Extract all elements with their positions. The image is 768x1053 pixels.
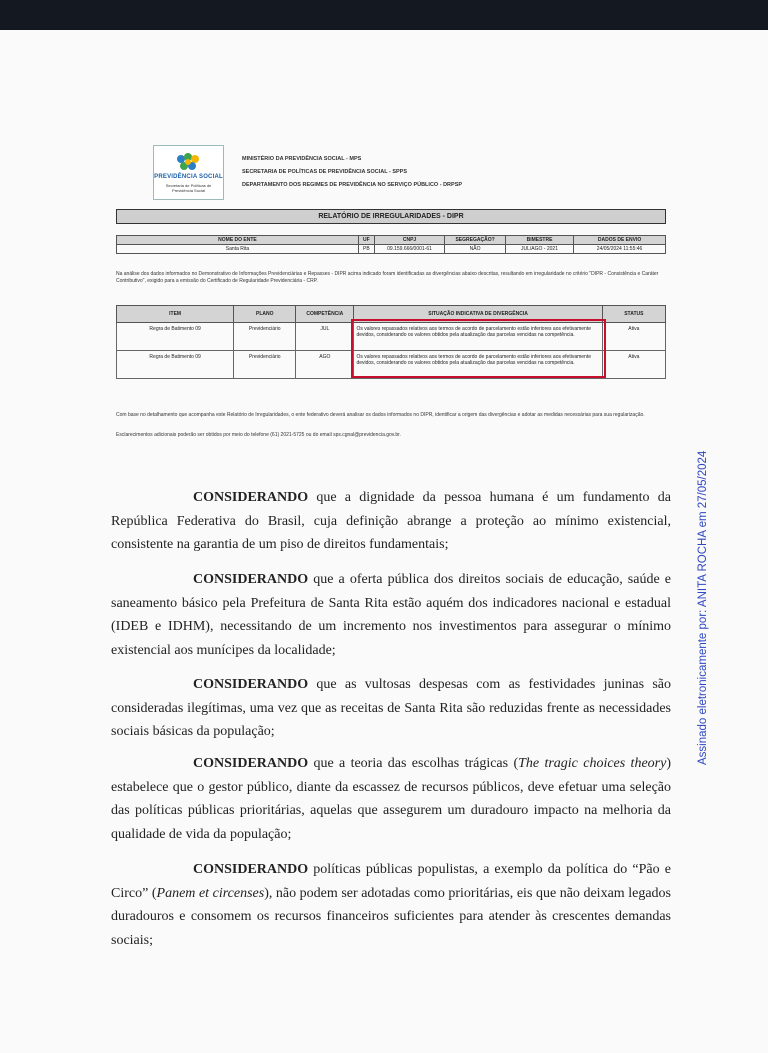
paragraph-italic: The tragic choices theory (518, 756, 667, 771)
ente-envio: 24/05/2024 11:55:46 (574, 245, 666, 254)
previdencia-logo (153, 145, 224, 200)
ente-header-bimestre: BIMESTRE (505, 236, 573, 245)
ente-segregacao: NÃO (445, 245, 506, 254)
irreg-item: Regra de Batimento 09 (117, 351, 234, 379)
paragraph-italic: Panem et circenses (156, 885, 265, 901)
irreg-situacao: Os valores repassados relativos aos termos de acordo de parcelamento estão inferiores aos efetivamente devidos, considerando os valores obtidos pela atualização das parcelas vencidas na competência. (354, 351, 602, 379)
irreg-item: Regra de Batimento 09 (117, 323, 234, 351)
ente-uf: PB (358, 245, 374, 254)
logo-mark-icon (171, 151, 205, 175)
paragraph-text: ) estabelece que o gestor público, diante da escassez de recursos públicos, deve efetuar uma seleção das políticas públicas prioritárias, aquelas que assegurem um duradouro impacto na melhoria da qualidade de vida da população; (111, 756, 671, 842)
highlight-box (351, 319, 606, 378)
paragraph-text: que a dignidade da pessoa humana é um fundamento da República Federativa do Brasil, cuja definição abrange a proteção ao mínimo existencial, consistente na garantia de um piso de direitos fundamentais; (111, 490, 671, 552)
ente-cnpj: 09.159.666/0001-61 (374, 245, 444, 254)
footer-note: Com base no detalhamento que acompanha este Relatório de Irregularidades, o ente federativo deverá analisar os dados informados no DIPR, identificar a origem das divergências e adotar as medidas necessárias para sua regularização. (116, 412, 645, 418)
contact-note: Esclarecimentos adicionais poderão ser obtidos por meio do telefone (61) 2021-5725 ou do email sps.cgnal@previdencia.gov.br. (116, 432, 401, 438)
irreg-status: Ativa (602, 323, 665, 351)
paragraph-text: que a oferta pública dos direitos sociais de educação, saúde e saneamento básico pela Prefeitura de Santa Rita estão aquém dos indicadores nacional e estadual (IDEB e IDHM), necessitando de um incremento nos investimentos para assegurar o mínimo existencial aos munícipes da localidade; (111, 572, 671, 658)
irreg-competencia: AGO (296, 351, 354, 379)
paragraph-2 (111, 568, 671, 662)
ente-header-uf: UF (358, 236, 374, 245)
ente-table (116, 235, 666, 254)
keyword: CONSIDERANDO (193, 572, 309, 587)
irreg-header-plano: PLANO (234, 306, 296, 323)
paragraph-4 (111, 752, 671, 846)
paragraph-text: que a teoria das escolhas trágicas ( (308, 756, 519, 771)
org-line-1: MINISTÉRIO DA PREVIDÊNCIA SOCIAL - MPS (242, 156, 362, 162)
irreg-status: Ativa (602, 351, 665, 379)
analysis-text: Na análise dos dados informados no Demonstrativo de Informações Previdenciárias e Repasses - DIPR acima indicado foram identificadas as divergências abaixo descritas, resultando em irregularidade no critério "DIPR - Consistência e Caráter Contributivo", exigido para a emissão do Certificado de Regularidade Previdenciária - CRP. (116, 271, 659, 284)
keyword: CONSIDERANDO (193, 862, 309, 877)
irreg-situacao: Os valores repassados relativos aos termos de acordo de parcelamento estão inferiores aos efetivamente devidos, considerando os valores obtidos pela atualização das parcelas vencidas na competência. (354, 323, 602, 351)
irreg-header-item: ITEM (117, 306, 234, 323)
irreg-header-competencia: COMPETÊNCIA (296, 306, 354, 323)
paragraph-5 (111, 858, 671, 952)
irreg-header-situacao: SITUAÇÃO INDICATIVA DE DIVERGÊNCIA (354, 306, 602, 323)
ente-header-envio: DADOS DE ENVIO (574, 236, 666, 245)
ente-header-nome: NOME DO ENTE (117, 236, 359, 245)
ente-header-cnpj: CNPJ (374, 236, 444, 245)
logo-title: PREVIDÊNCIA SOCIAL (154, 174, 223, 180)
keyword: CONSIDERANDO (193, 490, 309, 505)
irreg-plano: Previdenciário (234, 351, 296, 379)
ente-bimestre: JUL/AGO - 2021 (505, 245, 573, 254)
keyword: CONSIDERANDO (193, 756, 309, 771)
paragraph-text: que as vultosas despesas com as festividades juninas são consideradas ilegítimas, uma vez que as receitas de Santa Rita são reduzidas frente as necessidades sociais básicas da população; (111, 677, 671, 739)
ente-header-segregacao: SEGREGAÇÃO? (445, 236, 506, 245)
irreg-competencia: JUL (296, 323, 354, 351)
org-line-2: SECRETARIA DE POLÍTICAS DE PREVIDÊNCIA SOCIAL - SPPS (242, 169, 408, 175)
ente-nome: Santa Rita (117, 245, 359, 254)
signature-stamp: Assinado eletronicamente por: ANITA ROCHA em 27/05/2024 (697, 450, 709, 765)
irreg-plano: Previdenciário (234, 323, 296, 351)
paragraph-1 (111, 486, 671, 557)
report-title: RELATÓRIO DE IRREGULARIDADES - DIPR (116, 209, 666, 224)
org-line-3: DEPARTAMENTO DOS REGIMES DE PREVIDÊNCIA NO SERVIÇO PÚBLICO - DRPSP (242, 182, 463, 188)
logo-subtitle: Secretaria de Políticas de Previdência Social (165, 183, 212, 193)
paragraph-text: políticas públicas populistas, a exemplo da política do “Pão e Circo” ( (111, 862, 671, 901)
paragraph-3 (111, 673, 671, 744)
paragraph-text: ), não podem ser adotadas como prioritárias, eis que não deixam legados duradouros e consomem os recursos financeiros suficientes para atender às crescentes demandas sociais; (111, 885, 671, 948)
top-bar (0, 0, 768, 30)
irreg-header-status: STATUS (602, 306, 665, 323)
keyword: CONSIDERANDO (193, 677, 309, 692)
